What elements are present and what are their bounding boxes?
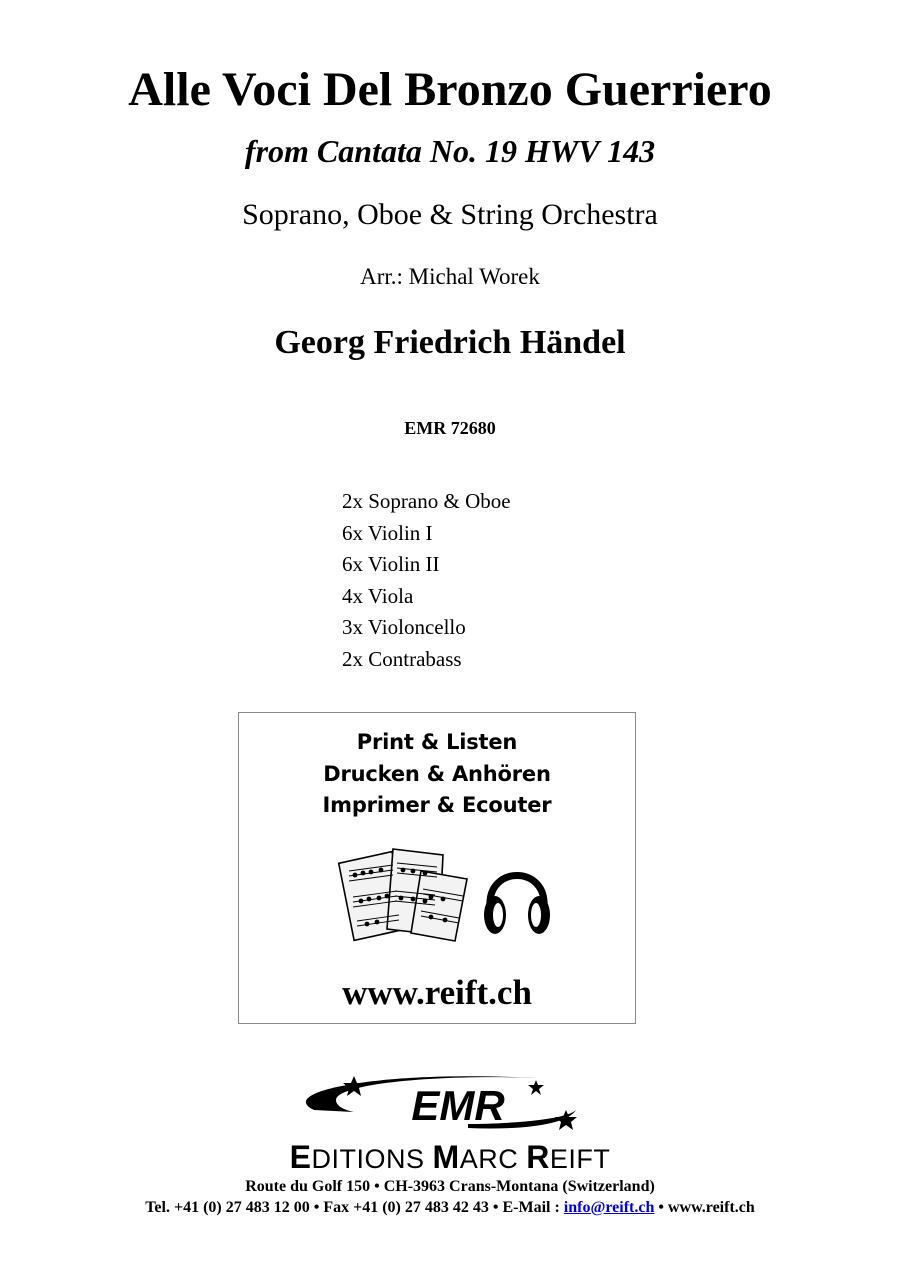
part-item: 4x Viola [342, 583, 414, 608]
emr-logo-text: EMR [411, 1082, 505, 1129]
promo-line-english: Print & Listen [356, 730, 518, 754]
promo-line-french: Imprimer & Ecouter [322, 793, 552, 817]
score-title: Alle Voci Del Bronzo Guerriero [128, 63, 772, 116]
publisher-address: Route du Golf 150 • CH-3963 Crans-Montana (Switzerland) [245, 1178, 655, 1195]
contact-phone-fax: Tel. +41 (0) 27 483 12 00 • Fax +41 (0) 27 483 42 43 • E-Mail : [145, 1199, 564, 1216]
publisher-name-initial: M [432, 1139, 460, 1175]
instrumentation: Soprano, Oboe & String Orchestra [242, 198, 658, 231]
part-item: 3x Violoncello [342, 615, 466, 640]
print-listen-box[interactable] [238, 712, 636, 1024]
emr-logo [236, 1070, 666, 1140]
part-item: 6x Violin I [342, 520, 433, 545]
publisher-contact [0, 1198, 900, 1218]
arranger: Arr.: Michal Worek [360, 264, 540, 289]
headphones-icon [484, 876, 550, 935]
part-item: 2x Soprano & Oboe [342, 489, 511, 513]
publisher-name [0, 1140, 900, 1176]
publisher-name-rest: EIFT [549, 1144, 611, 1174]
sheet-music-icon [338, 849, 467, 941]
promo-url[interactable]: www.reift.ch [342, 973, 532, 1012]
score-subtitle: from Cantata No. 19 HWV 143 [244, 133, 656, 169]
parts-list [342, 486, 511, 676]
publisher-name-rest: DITIONS [311, 1144, 433, 1174]
promo-line-german: Drucken & Anhören [323, 761, 551, 786]
part-item: 6x Violin II [342, 552, 440, 577]
promo-text [239, 727, 635, 822]
email-link[interactable]: info@reift.ch [563, 1199, 655, 1216]
contact-website: • www.reift.ch [654, 1199, 755, 1216]
publisher-name-rest: ARC [459, 1144, 527, 1174]
catalog-number: EMR 72680 [404, 418, 496, 438]
publisher-name-initial: E [289, 1139, 312, 1175]
part-item: 2x Contrabass [342, 646, 462, 671]
publisher-name-initial: R [526, 1139, 550, 1175]
promo-art [335, 845, 565, 945]
composer: Georg Friedrich Händel [274, 324, 626, 361]
